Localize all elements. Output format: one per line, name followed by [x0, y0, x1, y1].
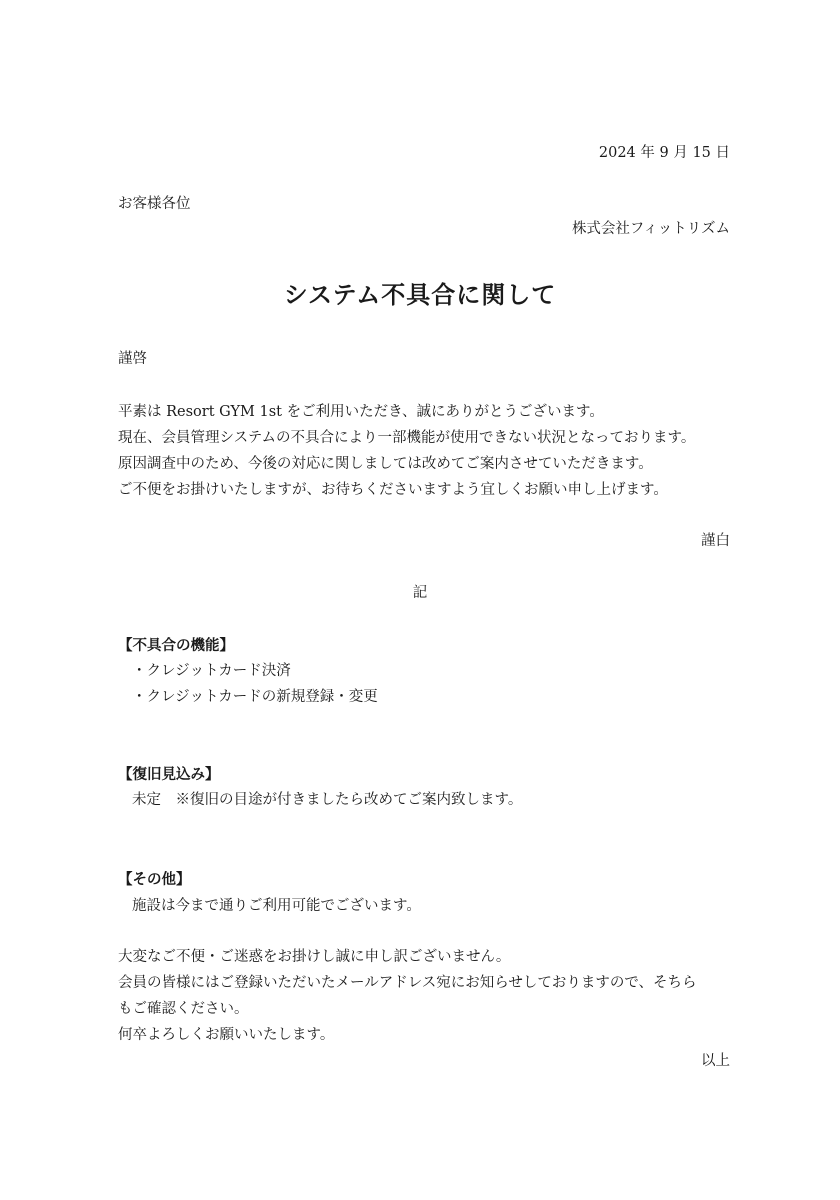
other-text: 施設は今まで通りご利用可能でございます。 [132, 898, 421, 914]
recipient: お客様各位 [118, 196, 191, 212]
document-date: 2024 年 9 月 15 日 [598, 145, 730, 161]
malfunction-item-2: ・クレジットカードの新規登録・変更 [132, 689, 378, 705]
closing-salutation: 謹白 [701, 533, 730, 549]
opening-salutation: 謹啓 [118, 351, 147, 367]
malfunction-item-1: ・クレジットカード決済 [132, 663, 291, 679]
document-title: システム不具合に関して [283, 281, 557, 309]
malfunction-heading: 【不具合の機能】 [118, 638, 234, 654]
footer-line-2: 会員の皆様にはご登録いただいたメールアドレス宛にお知らせしておりますので、そちら [118, 975, 697, 991]
end-mark: 以上 [701, 1053, 730, 1069]
body-line-3: 原因調査中のため、今後の対応に関しましては改めてご案内させていただきます。 [118, 456, 653, 472]
body-line-4: ご不便をお掛けいたしますが、お待ちくださいますよう宜しくお願い申し上げます。 [118, 482, 668, 498]
other-heading: 【その他】 [118, 872, 191, 888]
body-line-2: 現在、会員管理システムの不具合により一部機能が使用できない状況となっております。 [118, 430, 696, 446]
ki-mark: 記 [412, 585, 428, 601]
sender-company: 株式会社フィットリズム [571, 221, 730, 237]
footer-line-1: 大変なご不便・ご迷惑をお掛けし誠に申し訳ございません。 [118, 949, 511, 965]
footer-line-3: もご確認ください。 [118, 1001, 249, 1017]
footer-line-4: 何卒よろしくお願いいたします。 [118, 1027, 335, 1043]
recovery-text: 未定 ※復旧の目途が付きましたら改めてご案内致します。 [132, 792, 523, 808]
body-line-1: 平素は Resort GYM 1st をご利用いただき、誠にありがとうございます。 [118, 404, 604, 420]
recovery-heading: 【復旧見込み】 [118, 767, 220, 783]
